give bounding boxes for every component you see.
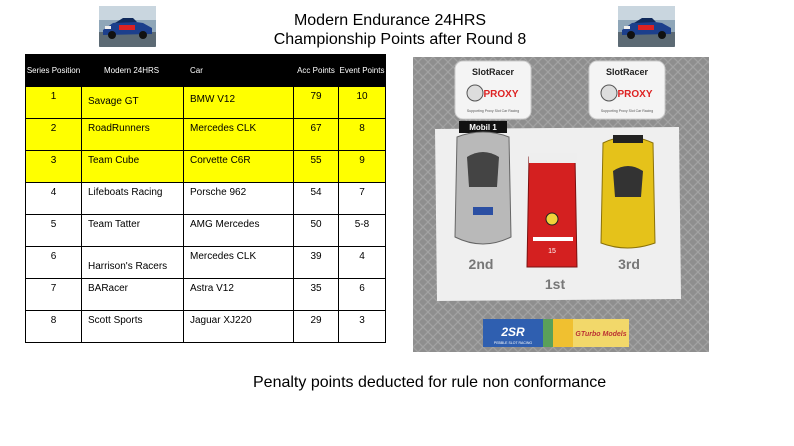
table-row bbox=[26, 279, 386, 311]
cell-event-points: 9 bbox=[339, 151, 386, 183]
cell-position: 4 bbox=[26, 183, 82, 215]
cell-position: 3 bbox=[26, 151, 82, 183]
cell-car: Mercedes CLK bbox=[184, 119, 294, 151]
race-car-thumbnail-left bbox=[99, 6, 156, 47]
table-row bbox=[26, 247, 386, 279]
table-row bbox=[26, 183, 386, 215]
yellow-car-3rd bbox=[601, 135, 655, 248]
podium-label-2nd: 2nd bbox=[468, 256, 494, 272]
sign-brand-right: SlotRacer bbox=[605, 67, 649, 77]
header-team: Modern 24HRS bbox=[82, 55, 184, 87]
podium-photo bbox=[413, 57, 709, 352]
cell-team: Scott Sports bbox=[82, 311, 184, 343]
cell-acc-points: 67 bbox=[294, 119, 339, 151]
cell-car: Corvette C6R bbox=[184, 151, 294, 183]
cell-event-points: 7 bbox=[339, 183, 386, 215]
cell-event-points: 5-8 bbox=[339, 215, 386, 247]
car-sponsor: Mobil 1 bbox=[469, 123, 497, 132]
cell-acc-points: 35 bbox=[294, 279, 339, 311]
cell-team: RoadRunners bbox=[82, 119, 184, 151]
table-header-row bbox=[26, 55, 386, 87]
table-row bbox=[26, 151, 386, 183]
table-row bbox=[26, 311, 386, 343]
banner-right-text: GTurbo Models bbox=[575, 331, 627, 338]
podium-label-1st: 1st bbox=[544, 276, 566, 292]
race-car-thumbnail-right bbox=[618, 6, 675, 47]
cell-event-points: 8 bbox=[339, 119, 386, 151]
cell-position: 8 bbox=[26, 311, 82, 343]
cell-position: 1 bbox=[26, 87, 82, 119]
header-acc-points: Acc Points bbox=[294, 55, 339, 87]
slotracer-sign-right bbox=[589, 61, 665, 119]
table-row bbox=[26, 215, 386, 247]
podium-label-3rd: 3rd bbox=[618, 256, 640, 272]
title-line-2: Championship Points after Round 8 bbox=[273, 31, 527, 48]
cell-acc-points: 29 bbox=[294, 311, 339, 343]
cell-acc-points: 39 bbox=[294, 247, 339, 279]
cell-position: 5 bbox=[26, 215, 82, 247]
cell-car: Jaguar XJ220 bbox=[184, 311, 294, 343]
table-row bbox=[26, 87, 386, 119]
cell-position: 7 bbox=[26, 279, 82, 311]
cell-car: Porsche 962 bbox=[184, 183, 294, 215]
banner-left-sub: PEBBLE SLOT RACING bbox=[493, 341, 533, 345]
cell-event-points: 6 bbox=[339, 279, 386, 311]
silver-car-2nd bbox=[455, 121, 511, 244]
cell-position: 2 bbox=[26, 119, 82, 151]
cell-team: Lifeboats Racing bbox=[82, 183, 184, 215]
sign-tagline-right: Supporting Proxy Slot Car Racing bbox=[600, 109, 654, 113]
sign-brand-left: SlotRacer bbox=[471, 67, 515, 77]
banner-left-text: 2SR bbox=[501, 325, 525, 339]
cell-event-points: 4 bbox=[339, 247, 386, 279]
red-car-1st bbox=[527, 153, 577, 267]
cell-car: Mercedes CLK bbox=[184, 247, 294, 279]
cell-event-points: 10 bbox=[339, 87, 386, 119]
standings-table bbox=[25, 54, 386, 343]
cell-car: AMG Mercedes bbox=[184, 215, 294, 247]
cell-acc-points: 79 bbox=[294, 87, 339, 119]
header-event-points: Event Points bbox=[339, 55, 386, 87]
cell-team: BARacer bbox=[82, 279, 184, 311]
car-number-1st: 15 bbox=[548, 248, 556, 255]
title-line-1: Modern Endurance 24HRS bbox=[293, 12, 487, 29]
cell-team: Team Tatter bbox=[82, 215, 184, 247]
cell-team: Savage GT bbox=[82, 87, 184, 119]
header-series-position: Series Position bbox=[26, 55, 82, 87]
page-title bbox=[220, 11, 560, 49]
sponsor-banner bbox=[483, 319, 629, 347]
cell-car: BMW V12 bbox=[184, 87, 294, 119]
sign-sub-left: PROXY bbox=[483, 89, 519, 100]
cell-position: 6 bbox=[26, 247, 82, 279]
header-car: Car bbox=[184, 55, 294, 87]
sign-tagline-left: Supporting Proxy Slot Car Racing bbox=[466, 109, 520, 113]
cell-car: Astra V12 bbox=[184, 279, 294, 311]
penalty-note: Penalty points deducted for rule non conformance bbox=[253, 374, 607, 391]
sign-sub-right: PROXY bbox=[617, 89, 653, 100]
table-row bbox=[26, 119, 386, 151]
cell-acc-points: 50 bbox=[294, 215, 339, 247]
cell-team: Team Cube bbox=[82, 151, 184, 183]
cell-acc-points: 55 bbox=[294, 151, 339, 183]
cell-team: Harrison's Racers bbox=[82, 247, 184, 279]
slotracer-sign-left bbox=[455, 61, 531, 119]
cell-event-points: 3 bbox=[339, 311, 386, 343]
cell-acc-points: 54 bbox=[294, 183, 339, 215]
